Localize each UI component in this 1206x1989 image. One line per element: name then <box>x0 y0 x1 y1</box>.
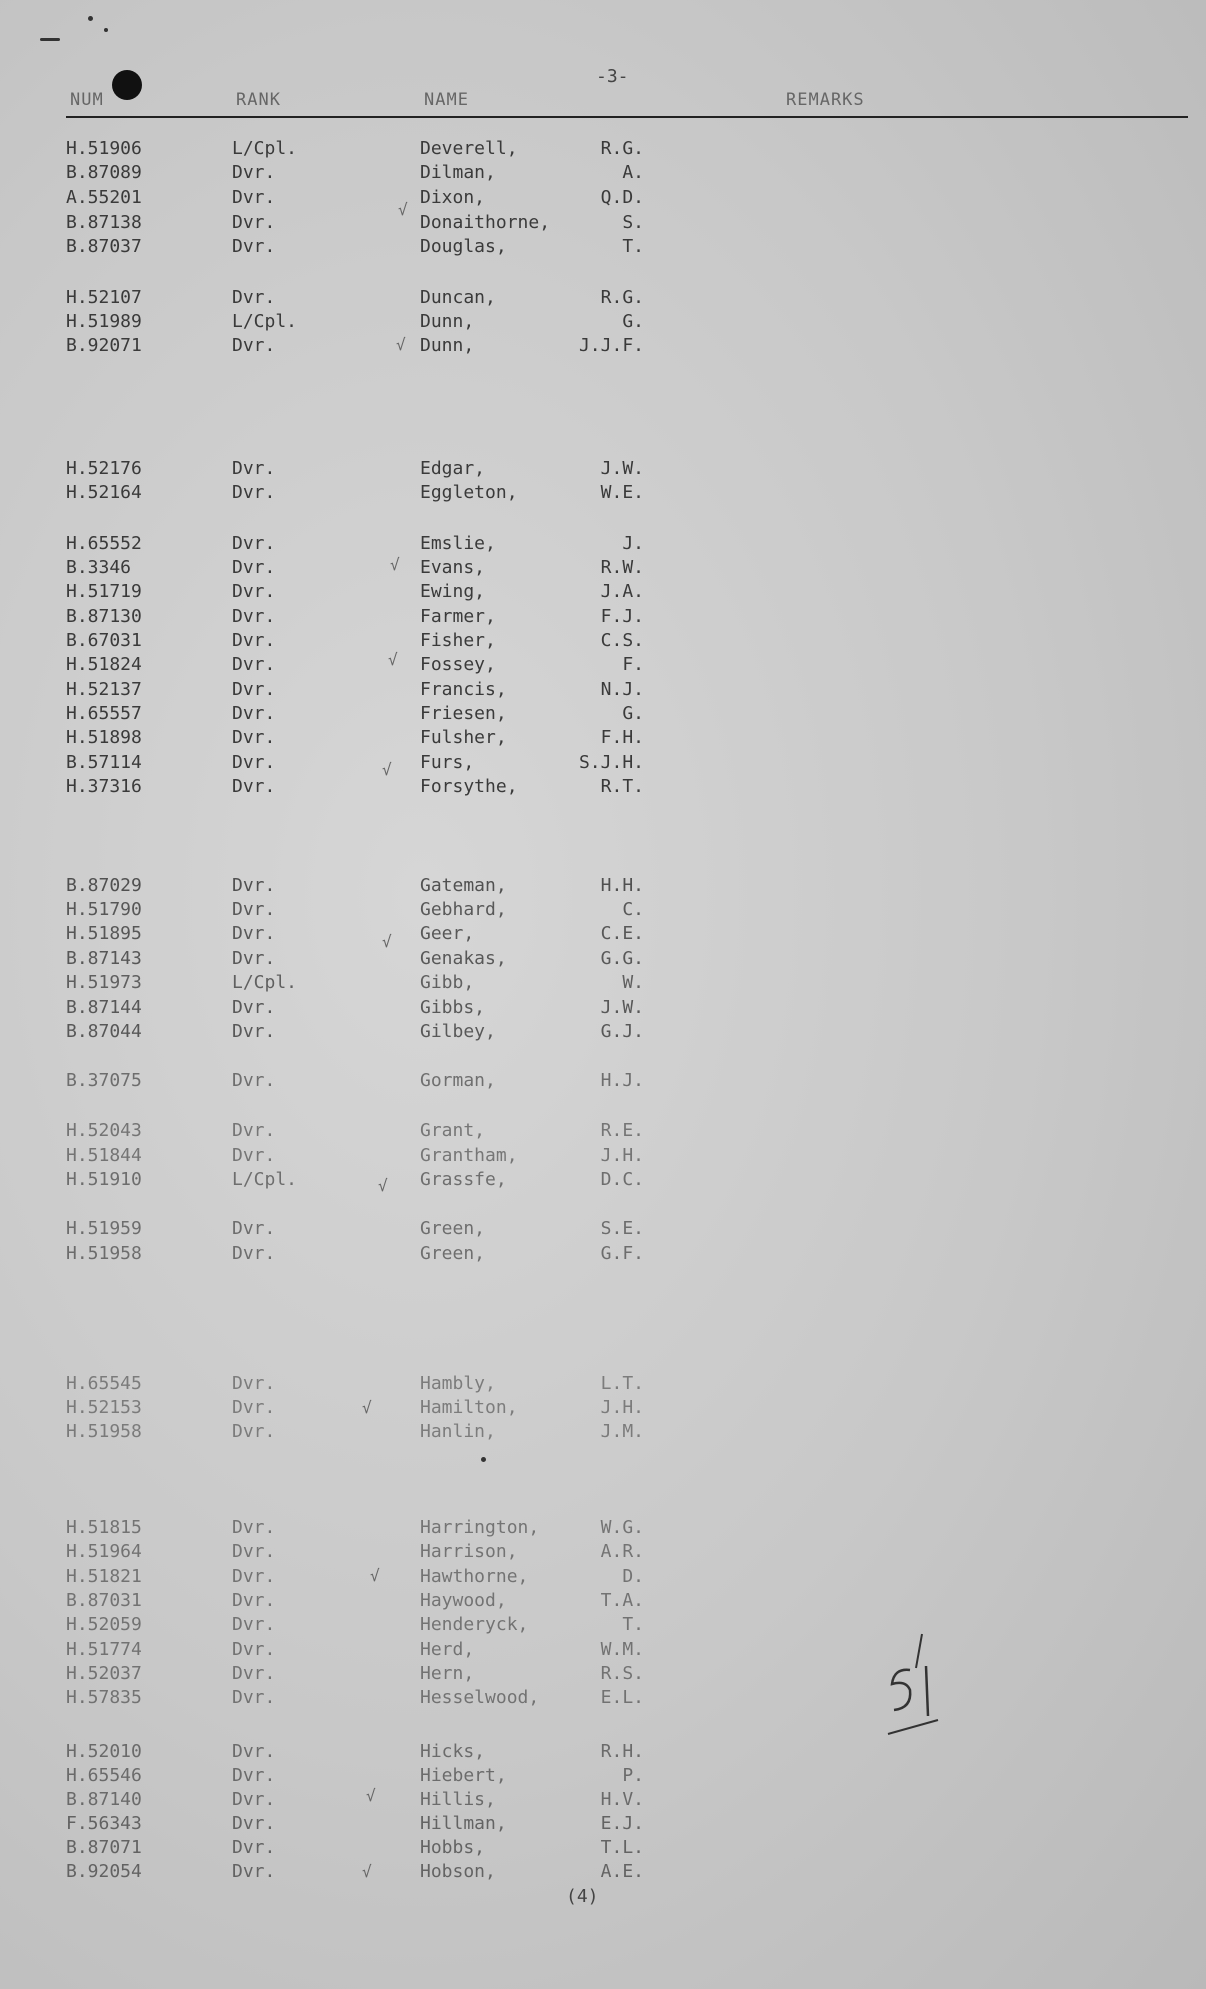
rank: Dvr. <box>232 776 276 797</box>
check-mark-icon: √ <box>362 1862 372 1881</box>
list-item <box>0 1397 1206 1421</box>
service-number: H.52153 <box>66 1397 142 1418</box>
surname: Hawthorne, <box>420 1566 529 1587</box>
service-number: H.51774 <box>66 1639 142 1660</box>
list-item <box>0 654 1206 678</box>
rank: Dvr. <box>232 1517 276 1538</box>
check-mark-icon: √ <box>382 760 392 779</box>
initials: J.J.F. <box>578 335 644 356</box>
service-number: H.57835 <box>66 1687 142 1708</box>
check-mark-icon: √ <box>362 1398 372 1417</box>
rank: Dvr. <box>232 875 276 896</box>
surname: Genakas, <box>420 948 507 969</box>
surname: Dunn, <box>420 311 475 332</box>
initials: C.S. <box>600 630 644 651</box>
surname: Ewing, <box>420 581 486 602</box>
initials: S. <box>622 212 644 233</box>
list-item <box>0 187 1206 211</box>
rank: Dvr. <box>232 1765 276 1786</box>
list-item <box>0 1663 1206 1687</box>
surname: Hamilton, <box>420 1397 518 1418</box>
surname: Gebhard, <box>420 899 507 920</box>
initials: W.G. <box>600 1517 644 1538</box>
initials: S.J.H. <box>578 752 644 773</box>
initials: T.L. <box>600 1837 644 1858</box>
rank: Dvr. <box>232 1663 276 1684</box>
list-item <box>0 923 1206 947</box>
header-rule <box>66 116 1188 118</box>
service-number: B.87089 <box>66 162 142 183</box>
service-number: H.51719 <box>66 581 142 602</box>
rank: Dvr. <box>232 1614 276 1635</box>
rank: Dvr. <box>232 1145 276 1166</box>
list-item <box>0 1145 1206 1169</box>
column-header-rank: RANK <box>236 90 281 110</box>
service-number: H.52176 <box>66 458 142 479</box>
rank: L/Cpl. <box>232 311 298 332</box>
list-item <box>0 1517 1206 1541</box>
rank: Dvr. <box>232 654 276 675</box>
surname: Emslie, <box>420 533 496 554</box>
list-item <box>0 482 1206 506</box>
initials: J.H. <box>600 1397 644 1418</box>
initials: J.H. <box>600 1145 644 1166</box>
surname: Gibbs, <box>420 997 486 1018</box>
service-number: B.3346 <box>66 557 132 578</box>
service-number: B.87138 <box>66 212 142 233</box>
rank: Dvr. <box>232 212 276 233</box>
list-item <box>0 972 1206 996</box>
initials: F. <box>622 654 644 675</box>
service-number: H.65557 <box>66 703 142 724</box>
initials: W.M. <box>600 1639 644 1660</box>
list-item <box>0 1837 1206 1861</box>
list-item <box>0 1687 1206 1711</box>
service-number: B.87140 <box>66 1789 142 1810</box>
initials: R.T. <box>600 776 644 797</box>
rank: Dvr. <box>232 287 276 308</box>
rank: Dvr. <box>232 187 276 208</box>
service-number: B.87144 <box>66 997 142 1018</box>
service-number: B.87044 <box>66 1021 142 1042</box>
service-number: H.51815 <box>66 1517 142 1538</box>
initials: P. <box>622 1765 644 1786</box>
rank: Dvr. <box>232 162 276 183</box>
service-number: H.65545 <box>66 1373 142 1394</box>
initials: D.C. <box>600 1169 644 1190</box>
surname: Green, <box>420 1218 486 1239</box>
service-number: H.51898 <box>66 727 142 748</box>
service-number: H.51895 <box>66 923 142 944</box>
list-item <box>0 703 1206 727</box>
rank: Dvr. <box>232 236 276 257</box>
surname: Gilbey, <box>420 1021 496 1042</box>
initials: J.M. <box>600 1421 644 1442</box>
list-item <box>0 138 1206 162</box>
service-number: H.51959 <box>66 1218 142 1239</box>
list-item <box>0 899 1206 923</box>
initials: F.H. <box>600 727 644 748</box>
rank: Dvr. <box>232 1021 276 1042</box>
service-number: H.37316 <box>66 776 142 797</box>
list-item <box>0 1218 1206 1242</box>
list-item <box>0 162 1206 186</box>
list-item <box>0 458 1206 482</box>
initials: R.S. <box>600 1663 644 1684</box>
initials: R.G. <box>600 287 644 308</box>
check-mark-icon: √ <box>378 1176 388 1195</box>
rank: Dvr. <box>232 606 276 627</box>
list-item <box>0 287 1206 311</box>
initials: E.L. <box>600 1687 644 1708</box>
service-number: H.51964 <box>66 1541 142 1562</box>
rank: Dvr. <box>232 923 276 944</box>
surname: Grantham, <box>420 1145 518 1166</box>
service-number: B.87143 <box>66 948 142 969</box>
list-item <box>0 581 1206 605</box>
list-item <box>0 752 1206 776</box>
rank: Dvr. <box>232 1218 276 1239</box>
rank: Dvr. <box>232 1120 276 1141</box>
surname: Hicks, <box>420 1741 486 1762</box>
surname: Donaithorne, <box>420 212 551 233</box>
surname: Henderyck, <box>420 1614 529 1635</box>
surname: Gibb, <box>420 972 475 993</box>
list-item <box>0 948 1206 972</box>
list-item <box>0 311 1206 335</box>
surname: Dunn, <box>420 335 475 356</box>
service-number: B.87071 <box>66 1837 142 1858</box>
surname: Herd, <box>420 1639 475 1660</box>
surname: Friesen, <box>420 703 507 724</box>
rank: L/Cpl. <box>232 138 298 159</box>
service-number: H.51906 <box>66 138 142 159</box>
surname: Fossey, <box>420 654 496 675</box>
check-mark-icon: √ <box>370 1566 380 1585</box>
initials: J. <box>622 533 644 554</box>
surname: Farmer, <box>420 606 496 627</box>
service-number: B.37075 <box>66 1070 142 1091</box>
initials: W.E. <box>600 482 644 503</box>
service-number: B.67031 <box>66 630 142 651</box>
initials: T. <box>622 1614 644 1635</box>
ink-speck <box>40 38 60 41</box>
service-number: B.92071 <box>66 335 142 356</box>
service-number: H.52059 <box>66 1614 142 1635</box>
rank: Dvr. <box>232 533 276 554</box>
service-number: B.87031 <box>66 1590 142 1611</box>
rank: Dvr. <box>232 458 276 479</box>
rank: Dvr. <box>232 752 276 773</box>
list-item <box>0 212 1206 236</box>
service-number: H.52107 <box>66 287 142 308</box>
rank: Dvr. <box>232 630 276 651</box>
list-item <box>0 1070 1206 1094</box>
rank: Dvr. <box>232 1243 276 1264</box>
rank: Dvr. <box>232 335 276 356</box>
initials: L.T. <box>600 1373 644 1394</box>
initials: G.G. <box>600 948 644 969</box>
initials: S.E. <box>600 1218 644 1239</box>
surname: Hiebert, <box>420 1765 507 1786</box>
surname: Furs, <box>420 752 475 773</box>
surname: Duncan, <box>420 287 496 308</box>
surname: Fisher, <box>420 630 496 651</box>
service-number: H.52037 <box>66 1663 142 1684</box>
initials: N.J. <box>600 679 644 700</box>
service-number: H.52043 <box>66 1120 142 1141</box>
rank: Dvr. <box>232 1070 276 1091</box>
service-number: H.51958 <box>66 1421 142 1442</box>
column-header-name: NAME <box>424 90 469 110</box>
rank: Dvr. <box>232 1566 276 1587</box>
service-number: H.51989 <box>66 311 142 332</box>
service-number: B.57114 <box>66 752 142 773</box>
check-mark-icon: √ <box>388 650 398 669</box>
rank: Dvr. <box>232 1789 276 1810</box>
service-number: H.65552 <box>66 533 142 554</box>
list-item <box>0 1421 1206 1445</box>
check-mark-icon: √ <box>366 1786 376 1805</box>
surname: Hesselwood, <box>420 1687 540 1708</box>
service-number: H.52164 <box>66 482 142 503</box>
surname: Hambly, <box>420 1373 496 1394</box>
initials: G.F. <box>600 1243 644 1264</box>
surname: Hobson, <box>420 1861 496 1882</box>
list-item <box>0 1590 1206 1614</box>
service-number: H.51973 <box>66 972 142 993</box>
service-number: H.65546 <box>66 1765 142 1786</box>
surname: Grant, <box>420 1120 486 1141</box>
initials: Q.D. <box>600 187 644 208</box>
rank: Dvr. <box>232 482 276 503</box>
list-item <box>0 776 1206 800</box>
list-item <box>0 236 1206 260</box>
service-number: A.55201 <box>66 187 142 208</box>
rank: Dvr. <box>232 1373 276 1394</box>
surname: Hanlin, <box>420 1421 496 1442</box>
initials: H.J. <box>600 1070 644 1091</box>
service-number: H.51844 <box>66 1145 142 1166</box>
initials: E.J. <box>600 1813 644 1834</box>
surname: Hobbs, <box>420 1837 486 1858</box>
rank: Dvr. <box>232 1837 276 1858</box>
list-item <box>0 606 1206 630</box>
initials: C.E. <box>600 923 644 944</box>
punch-hole <box>112 70 142 100</box>
surname: Deverell, <box>420 138 518 159</box>
rank: Dvr. <box>232 1687 276 1708</box>
initials: A.R. <box>600 1541 644 1562</box>
list-item <box>0 1861 1206 1885</box>
initials: J.A. <box>600 581 644 602</box>
page-number: -3- <box>596 66 629 87</box>
check-mark-icon: √ <box>390 555 400 574</box>
service-number: B.87037 <box>66 236 142 257</box>
rank: Dvr. <box>232 1639 276 1660</box>
surname: Green, <box>420 1243 486 1264</box>
surname: Gorman, <box>420 1070 496 1091</box>
list-item <box>0 1243 1206 1267</box>
rank: Dvr. <box>232 581 276 602</box>
rank: Dvr. <box>232 1861 276 1882</box>
initials: D. <box>622 1566 644 1587</box>
initials: T.A. <box>600 1590 644 1611</box>
rank: Dvr. <box>232 948 276 969</box>
rank: Dvr. <box>232 1421 276 1442</box>
check-mark-icon: √ <box>398 200 408 219</box>
initials: A. <box>622 162 644 183</box>
initials: G. <box>622 311 644 332</box>
service-number: H.52010 <box>66 1741 142 1762</box>
list-item <box>0 533 1206 557</box>
surname: Hillis, <box>420 1789 496 1810</box>
list-item <box>0 1373 1206 1397</box>
column-header-number: NUM <box>70 90 104 110</box>
rank: Dvr. <box>232 1813 276 1834</box>
initials: G. <box>622 703 644 724</box>
rank: L/Cpl. <box>232 1169 298 1190</box>
service-number: F.56343 <box>66 1813 142 1834</box>
rank: Dvr. <box>232 557 276 578</box>
initials: H.V. <box>600 1789 644 1810</box>
list-item <box>0 1120 1206 1144</box>
list-item <box>0 1169 1206 1193</box>
initials: R.E. <box>600 1120 644 1141</box>
initials: J.W. <box>600 458 644 479</box>
list-item <box>0 1021 1206 1045</box>
list-item <box>0 1541 1206 1565</box>
service-number: H.51790 <box>66 899 142 920</box>
service-number: H.51821 <box>66 1566 142 1587</box>
initials: W. <box>622 972 644 993</box>
surname: Fulsher, <box>420 727 507 748</box>
service-number: B.92054 <box>66 1861 142 1882</box>
list-item <box>0 997 1206 1021</box>
list-item <box>0 679 1206 703</box>
initials: R.G. <box>600 138 644 159</box>
initials: A.E. <box>600 1861 644 1882</box>
list-item <box>0 1566 1206 1590</box>
service-number: B.87029 <box>66 875 142 896</box>
check-mark-icon: √ <box>396 335 406 354</box>
surname: Evans, <box>420 557 486 578</box>
service-number: H.51824 <box>66 654 142 675</box>
rank: Dvr. <box>232 1397 276 1418</box>
list-item <box>0 1789 1206 1813</box>
list-item <box>0 1765 1206 1789</box>
ink-speck <box>104 28 108 32</box>
initials: F.J. <box>600 606 644 627</box>
initials: G.J. <box>600 1021 644 1042</box>
surname: Haywood, <box>420 1590 507 1611</box>
initials: R.W. <box>600 557 644 578</box>
rank: Dvr. <box>232 703 276 724</box>
surname: Gateman, <box>420 875 507 896</box>
rank: Dvr. <box>232 727 276 748</box>
list-item <box>0 1639 1206 1663</box>
check-mark-icon: √ <box>382 932 392 951</box>
surname: Douglas, <box>420 236 507 257</box>
list-item <box>0 630 1206 654</box>
rank: Dvr. <box>232 1590 276 1611</box>
service-number: H.51958 <box>66 1243 142 1264</box>
surname: Grassfe, <box>420 1169 507 1190</box>
surname: Dixon, <box>420 187 486 208</box>
service-number: H.52137 <box>66 679 142 700</box>
list-item <box>0 1813 1206 1837</box>
surname: Harrison, <box>420 1541 518 1562</box>
surname: Eggleton, <box>420 482 518 503</box>
list-item <box>0 875 1206 899</box>
rank: Dvr. <box>232 679 276 700</box>
initials: R.H. <box>600 1741 644 1762</box>
initials: J.W. <box>600 997 644 1018</box>
surname: Hern, <box>420 1663 475 1684</box>
rank: L/Cpl. <box>232 972 298 993</box>
ink-speck <box>88 16 93 21</box>
ink-dot <box>481 1457 486 1462</box>
list-item <box>0 557 1206 581</box>
surname: Harrington, <box>420 1517 540 1538</box>
surname: Hillman, <box>420 1813 507 1834</box>
rank: Dvr. <box>232 1541 276 1562</box>
page-count: (4) <box>566 1886 599 1907</box>
list-item <box>0 1614 1206 1638</box>
initials: T. <box>622 236 644 257</box>
rank: Dvr. <box>232 1741 276 1762</box>
surname: Dilman, <box>420 162 496 183</box>
service-number: H.51910 <box>66 1169 142 1190</box>
rank: Dvr. <box>232 899 276 920</box>
initials: H.H. <box>600 875 644 896</box>
surname: Geer, <box>420 923 475 944</box>
surname: Francis, <box>420 679 507 700</box>
list-item <box>0 335 1206 359</box>
initials: C. <box>622 899 644 920</box>
rank: Dvr. <box>232 997 276 1018</box>
list-item <box>0 727 1206 751</box>
column-header-remarks: REMARKS <box>786 90 865 110</box>
surname: Edgar, <box>420 458 486 479</box>
list-item <box>0 1741 1206 1765</box>
surname: Forsythe, <box>420 776 518 797</box>
service-number: B.87130 <box>66 606 142 627</box>
handwritten-page-mark <box>880 1628 950 1748</box>
